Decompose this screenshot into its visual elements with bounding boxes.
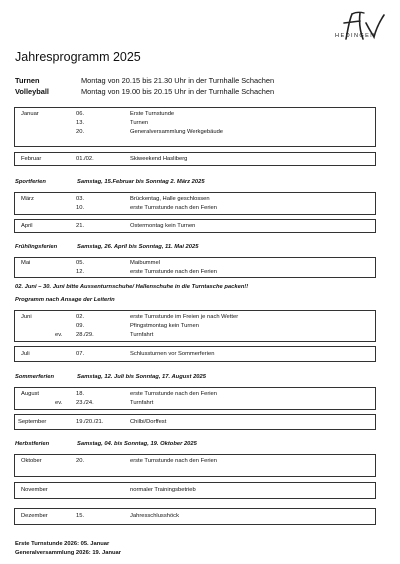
note-leader: Programm nach Ansage der Leiterin [15,297,115,303]
month-name: September [18,419,47,425]
event-text: erste Turnstunde nach den Ferien [130,391,218,397]
holiday-name: Herbstferien [15,441,50,447]
holiday-range: Samstag, 04. bis Sonntag, 19. Oktober 2025 [77,441,197,447]
event-text: Jahresschlusshöck [130,513,179,519]
event-date: 06. [76,111,85,117]
event-date: 05. [76,260,85,266]
month-name: Dezember [21,513,48,519]
event-text: Erste Turnstunde [130,111,175,117]
month-name: Mai [21,260,31,266]
event-date: 02. [76,314,85,320]
event-text: Pfingstmontag kein Turnen [130,323,199,329]
holiday-sommerferien [15,374,206,380]
holiday-herbstferien [15,441,197,447]
event-date: 12. [76,269,85,275]
event-date: 18. [76,391,85,397]
event-text: Skiweekend Hasliberg [130,156,188,162]
holiday-fruehlingsferien [15,244,199,250]
event-date: 07. [76,351,85,357]
event-text: Maibummel [130,260,160,266]
event-text: Chilbi/Dorffest [130,419,167,425]
event-date: 10. [76,205,85,211]
event-date: 19./20./21. [76,419,104,425]
event-date: 03. [76,196,85,202]
month-name: Januar [21,111,39,117]
event-text: erste Turnstunde im Freien je nach Wetter [130,314,239,320]
logo-subtitle: HEDINGEN [335,33,376,39]
footer-general-assembly: Generalversammlung 2026: 19. Januar [15,550,122,556]
holiday-name: Sommerferien [15,374,54,380]
month-name: November [21,487,48,493]
event-text: Brückentag, Halle geschlossen [130,196,210,202]
event-date: 20. [76,458,85,464]
event-date: 21. [76,223,85,229]
month-name: April [21,223,33,229]
month-name: Juli [21,351,30,357]
month-box-november [14,482,376,499]
holiday-range: Samstag, 12. Juli bis Sonntag, 17. August 2025 [77,374,206,380]
event-text: erste Turnstunde nach den Ferien [130,205,218,211]
month-name: Oktober [21,458,42,464]
event-text: Ostermontag kein Turnen [130,223,196,229]
event-text: Schlussturnen vor Sommerferien [130,351,215,357]
month-box-mai [14,257,376,278]
event-date: 20. [76,129,85,135]
event-date: 09. [76,323,85,329]
event-date: 23./24. [76,400,94,406]
event-text: Turnfahrt [130,400,154,406]
month-box-dezember [14,508,376,525]
month-box-maerz [14,192,376,215]
schedule-text-volleyball: Montag von 19.00 bis 20.15 Uhr in der Turnhalle Schachen [81,87,275,96]
event-date: 01./02. [76,156,94,162]
month-name: Juni [21,314,32,320]
event-prefix: ev. [55,332,63,338]
event-text: Turnen [130,120,149,126]
schedule-label-turnen: Turnen [15,76,40,85]
month-box-august [14,387,376,410]
event-text: normaler Trainingsbetrieb [130,487,196,493]
holiday-name: Sportferien [15,179,46,185]
holiday-range: Samstag, 15.Februar bis Sonntag 2. März 2025 [77,179,205,185]
holiday-sportferien [15,179,205,185]
month-name: Februar [21,156,42,162]
event-text: Turnfahrt [130,332,154,338]
month-name: März [21,196,34,202]
month-name: August [21,391,40,397]
event-text: erste Turnstunde nach den Ferien [130,458,218,464]
event-text: Generalversammlung Werkgebäude [130,129,224,135]
event-text: erste Turnstunde nach den Ferien [130,269,218,275]
month-box-oktober [14,454,376,477]
event-date: 15. [76,513,85,519]
event-prefix: ev. [55,400,63,406]
month-box-september [14,414,376,430]
month-box-februar [14,152,376,166]
month-box-juli [14,346,376,362]
holiday-name: Frühlingsferien [15,244,58,250]
month-box-januar [14,107,376,147]
note-outdoor-shoes: 02. Juni – 30. Juni bitte Aussenturnschuhe/ Hallenschuhe in die Turntasche packen!! [15,284,249,290]
schedule-text-turnen: Montag von 20.15 bis 21.30 Uhr in der Turnhalle Schachen [81,76,275,85]
event-date: 28./29. [76,332,94,338]
month-box-april [14,219,376,233]
footer-first-lesson: Erste Turnstunde 2026: 05. Januar [15,541,110,547]
schedule-label-volleyball: Volleyball [15,87,49,96]
holiday-range: Samstag, 26. April bis Sonntag, 11. Mai 2025 [77,244,199,250]
page-title: Jahresprogramm 2025 [15,50,141,64]
month-box-juni [14,310,376,342]
event-date: 13. [76,120,85,126]
